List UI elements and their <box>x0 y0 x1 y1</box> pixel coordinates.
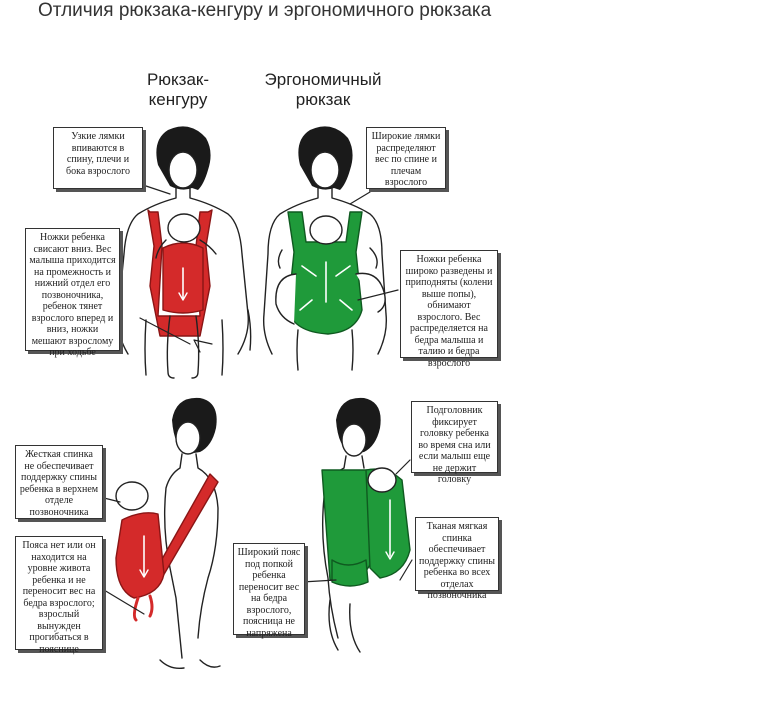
note-wide-belt: Широкий пояс под попкой ребенка переносит вес на бедра взрослого, поясница не напряжена <box>233 543 305 635</box>
note-no-belt: Пояса нет или он находится на уровне живота ребенка и не переносит вес на бедра взрослого; взрослый вынужден прогибаться в пояснице <box>15 536 103 650</box>
note-rigid-back: Жесткая спинка не обеспечивает поддержку спины ребенка в верхнем отделе позвоночника <box>15 445 103 519</box>
column-heading-kangaroo: Рюкзак- кенгуру <box>146 70 210 109</box>
page-title: Отличия рюкзака-кенгуру и эргономичного рюкзака <box>38 0 492 21</box>
note-soft-back: Тканая мягкая спинка обеспечивает поддержку спины ребенка во всех отделах позвоночника <box>415 517 499 591</box>
column-heading-ergo: Эргономичный рюкзак <box>264 70 382 109</box>
figure-ergo-side <box>322 398 410 652</box>
note-legs-hang: Ножки ребенка свисают вниз. Вес малыша приходится на промежность и нижний отдел его позвоночника, ребенок тянет взрослого вперед и вниз, ножки мешают взрослому при ходьбе <box>25 228 120 351</box>
note-narrow-straps: Узкие лямки впиваются в спину, плечи и бока взрослого <box>53 127 143 189</box>
note-wide-straps: Широкие лямки распределяют вес по спине и плечам взрослого <box>366 127 446 189</box>
note-legs-spread: Ножки ребенка широко разведены и приподняты (колени выше попы), обнимают взрослого. Вес распределяется на бедра малыша и талию и бедра взрослого <box>400 250 498 358</box>
note-headrest: Подголовник фиксирует головку ребенка во время сна или если малыш еще не держит головку <box>411 401 498 473</box>
figure-kangaroo-side <box>116 398 220 668</box>
